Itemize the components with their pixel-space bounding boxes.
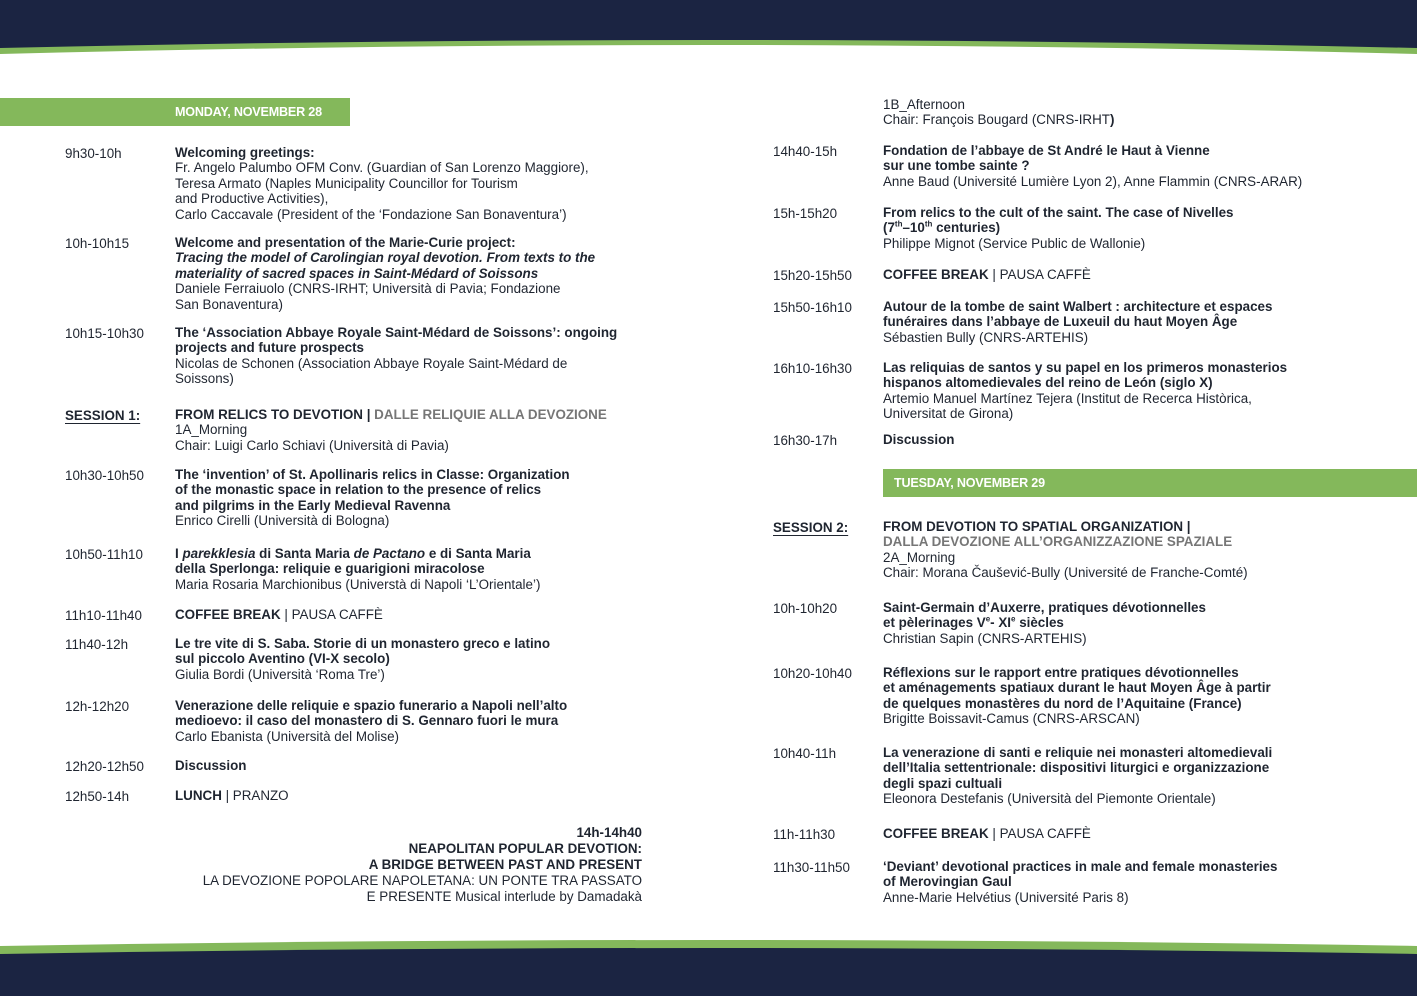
entry-speaker: Enrico Cirelli (Università di Bologna) [175,513,390,529]
entry-time: 15h-15h20 [773,206,838,221]
entry-title: Réflexions sur le rapport entre pratiques dévotionnelles [883,665,1239,680]
entry-time: 10h30-10h50 [65,468,144,483]
entry-speaker: Anne-Marie Helvétius (Université Paris 8) [883,889,1129,905]
session-part: 2A_Morning [883,549,956,565]
entry-speaker: Artemio Manuel Martínez Tejera (Institut de Recerca Històrica, [883,390,1252,406]
title-superscript: e [985,614,991,624]
session-subtitle: DALLE RELIQUIE ALLA DEVOZIONE [374,407,607,422]
interlude-time: 14h-14h40 [576,825,642,840]
entry-title: COFFEE BREAK [175,607,281,622]
session-chair: Chair: Luigi Carlo Schiavi (Università di Pavia) [175,437,449,453]
entry-time: 16h10-16h30 [773,361,852,376]
title-superscript: th [924,219,933,229]
entry-speaker: Maria Rosaria Marchionibus (Universtà di Napoli ‘L’Orientale’) [175,576,541,592]
entry-title: of Merovingian Gaul [883,874,1012,890]
title-part: (7 [883,220,895,236]
entry-speaker: Carlo Ebanista (Università del Molise) [175,728,400,744]
musical-interlude-block [0,825,642,915]
session-label: SESSION 1: [65,408,141,423]
entry-title: medioevo: il caso del monastero di S. Gennaro fuori le mura [175,713,559,729]
entry-time: 14h40-15h [773,144,838,159]
entry-time: 15h20-15h50 [773,268,852,283]
entry-title: dell’Italia settentrionale: dispositivi liturgici e organizzazione [883,760,1270,776]
title-part: et pèlerinages V [883,615,986,631]
title-part: - XI [990,615,1012,631]
title-part: I [175,546,183,561]
title-superscript: e [1011,614,1016,624]
entry-speaker: Fr. Angelo Palumbo OFM Conv. (Guardian of San Lorenzo Maggiore), [175,160,589,176]
entry-title: sur une tombe sainte ? [883,158,1030,174]
entry-time: 10h50-11h10 [65,547,143,562]
entry-time: 10h-10h20 [773,601,838,616]
entry-title: LUNCH [175,788,222,803]
entry-title-rest: | PRANZO [221,788,289,803]
entry-speaker: Sébastien Bully (CNRS-ARTEHIS) [883,329,1089,345]
title-part: siècles [1015,615,1064,631]
entry-title-rest: | PAUSA CAFFÈ [280,607,383,622]
entry-title: degli spazi cultuali [883,775,1003,791]
interlude-subtitle: LA DEVOZIONE POPOLARE NAPOLETANA: UN PONTE TRA PASSATO [202,873,642,888]
entry-title: Autour de la tombe de saint Walbert : architecture et espaces [883,299,1273,314]
entry-title [883,615,1206,630]
entry-time: 15h50-16h10 [773,300,852,315]
entry-title: From relics to the cult of the saint. The case of Nivelles [883,205,1234,220]
entry-title: projects and future prospects [175,340,364,356]
entry-title: Welcoming greetings: [175,145,315,160]
entry-speaker: Universitat de Girona) [883,406,1014,422]
entry-speaker: Carlo Caccavale (President of the ‘Fondazione San Bonaventura’) [175,206,567,222]
entry-time: 11h10-11h40 [65,608,142,623]
entry-title: della Sperlonga: reliquie e guarigioni miracolose [175,561,485,577]
entry-title [175,546,540,561]
title-part: di Santa Maria [255,546,354,561]
interlude-title: NEAPOLITAN POPULAR DEVOTION: [408,841,642,856]
entry-time: 9h30-10h [65,146,122,161]
entry-title: La venerazione di santi e reliquie nei monasteri altomedievali [883,745,1273,760]
entry-title-italic: Tracing the model of Carolingian royal devotion. From texts to the [175,250,596,266]
session-label: SESSION 2: [773,520,849,535]
entry-speaker: Nicolas de Schonen (Association Abbaye Royale Saint-Médard de [175,355,568,371]
entry-title: sul piccolo Aventino (VI-X secolo) [175,651,390,667]
entry-title: Welcome and presentation of the Marie-Curie project: [175,235,516,250]
top-decorative-band [0,0,1417,58]
title-part: e di Santa Maria [425,546,531,561]
entry-time: 16h30-17h [773,433,838,448]
entry-title: The ‘Association Abbaye Royale Saint-Médard de Soissons’: ongoing [175,325,618,340]
entry-title-rest: | PAUSA CAFFÈ [988,826,1091,841]
bottom-decorative-band [0,940,1417,996]
entry-speaker: Brigitte Boissavit-Camus (CNRS-ARSCAN) [883,711,1140,727]
entry-title: Discussion [883,432,955,447]
title-part-italic: parekklesia [182,546,256,561]
entry-title: Discussion [175,758,247,773]
entry-title: Venerazione delle reliquie e spazio funerario a Napoli nell’alto [175,698,568,713]
monday-day-bar [0,98,350,126]
entry-speaker: Daniele Ferraiuolo (CNRS-IRHT; Università di Pavia; Fondazione [175,281,561,297]
title-part-italic: de Pactano [353,546,426,561]
entry-speaker: Teresa Armato (Naples Municipality Councillor for Tourism [175,175,518,191]
entry-title: de quelques monastères du nord de l’Aquitaine (France) [883,695,1242,711]
session-part: 1A_Morning [175,422,248,438]
entry-title: Le tre vite di S. Saba. Storie di un monastero greco e latino [175,636,551,651]
session-part: 1B_Afternoon [883,97,965,112]
entry-speaker: Soissons) [175,371,234,387]
entry-time: 11h40-12h [65,637,129,652]
session-title: FROM RELICS TO DEVOTION [175,407,363,422]
entry-title: funéraires dans l’abbaye de Luxeuil du haut Moyen Âge [883,314,1238,330]
entry-title-italic: materiality of sacred spaces in Saint-Médard of Soissons [175,265,539,281]
entry-title: Saint-Germain d’Auxerre, pratiques dévotionnelles [883,600,1206,615]
entry-title: et aménagements spatiaux durant le haut Moyen Âge à partir [883,680,1271,696]
interlude-subtitle: E PRESENTE Musical interlude by Damadakà [366,889,642,904]
session-separator: | [362,407,375,422]
entry-time: 11h30-11h50 [773,860,850,875]
title-superscript: th [894,219,903,229]
entry-time: 11h-11h30 [773,827,836,842]
entry-speaker: Philippe Mignot (Service Public de Wallonie) [883,235,1146,251]
title-part: centuries) [932,220,1001,236]
interlude-title: A BRIDGE BETWEEN PAST AND PRESENT [368,857,642,872]
entry-time: 10h15-10h30 [65,326,144,341]
entry-time: 10h40-11h [773,746,837,761]
entry-time: 12h20-12h50 [65,759,144,774]
entry-title: ‘Deviant’ devotional practices in male and female monasteries [883,859,1278,874]
monday-day-label: MONDAY, NOVEMBER 28 [175,105,322,119]
entry-speaker: Eleonora Destefanis (Università del Piemonte Orientale) [883,791,1216,807]
entry-title: COFFEE BREAK [883,826,989,841]
entry-title: COFFEE BREAK [883,267,989,282]
entry-time: 10h20-10h40 [773,666,852,681]
entry-title-rest: | PAUSA CAFFÈ [988,267,1091,282]
entry-speaker: and Productive Activities), [175,191,329,207]
entry-title: Las reliquias de santos y su papel en los primeros monasterios [883,360,1288,375]
entry-title: of the monastic space in relation to the presence of relics [175,482,542,498]
entry-title [883,220,1233,235]
title-part: –10 [902,220,925,236]
entry-title: hispanos altomedievales del reino de León (siglo X) [883,375,1213,391]
entry-speaker: Anne Baud (Université Lumière Lyon 2), Anne Flammin (CNRS-ARAR) [883,173,1303,189]
session-title: FROM DEVOTION TO SPATIAL ORGANIZATION | [883,519,1191,534]
tuesday-day-label: TUESDAY, NOVEMBER 29 [894,476,1045,490]
session-subtitle: DALLA DEVOZIONE ALL’ORGANIZZAZIONE SPAZIALE [883,534,1233,550]
tuesday-day-bar [883,469,1417,497]
entry-title: Fondation de l’abbaye de St André le Haut à Vienne [883,143,1210,158]
entry-speaker: Christian Sapin (CNRS-ARTEHIS) [883,630,1087,646]
session-chair: Chair: François Bougard (CNRS-IRHT [883,112,1110,128]
entry-speaker: San Bonaventura) [175,296,283,312]
entry-time: 12h50-14h [65,789,130,804]
entry-time: 10h-10h15 [65,236,130,251]
entry-title: The ‘invention’ of St. Apollinaris relics in Classe: Organization [175,467,570,482]
entry-title: and pilgrims in the Early Medieval Ravenna [175,497,451,513]
session-chair: Chair: Morana Čaušević-Bully (Université de Franche-Comté) [883,565,1248,581]
entry-time: 12h-12h20 [65,699,130,714]
entry-speaker: Giulia Bordi (Università ‘Roma Tre’) [175,666,385,682]
